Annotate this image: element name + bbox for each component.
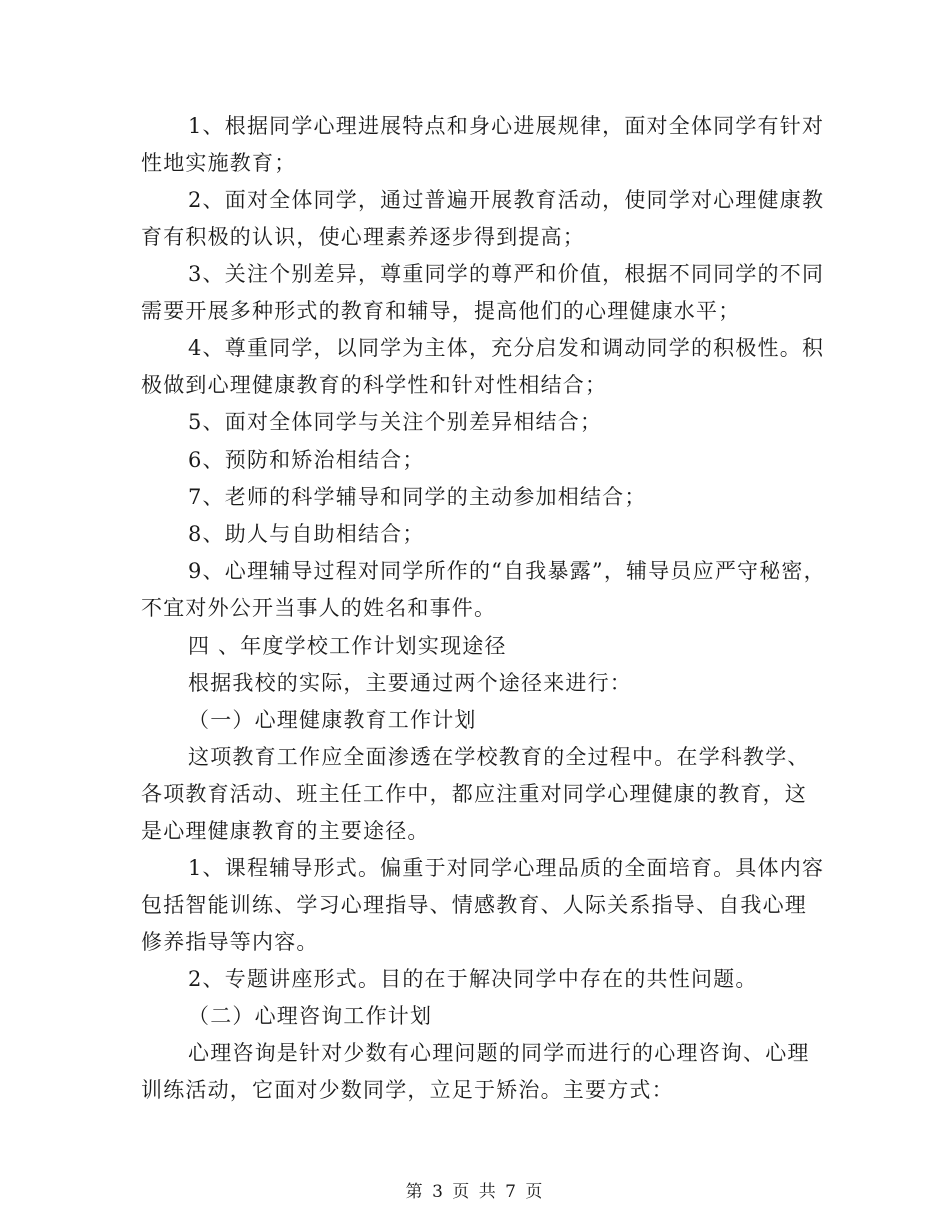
section-heading: 四 、年度学校工作计划实现途径: [188, 634, 507, 658]
paragraph-line: 心理咨询是针对少数有心理问题的同学而进行的心理咨询、心理: [188, 1041, 810, 1065]
paragraph-line: 育有积极的认识，使心理素养逐步得到提高；: [141, 225, 585, 249]
paragraph-line: 包括智能训练、学习心理指导、情感教育、人际关系指导、自我心理: [141, 893, 807, 917]
paragraph-line: 需要开展多种形式的教育和辅导，提高他们的心理健康水平；: [141, 299, 741, 323]
subsection-heading: （二）心理咨询工作计划: [188, 1004, 433, 1028]
paragraph-line: 6、预防和矫治相结合；: [188, 448, 425, 472]
paragraph-line: 各项教育活动、班主任工作中，都应注重对同学心理健康的教育，这: [141, 782, 807, 806]
paragraph-line: 是心理健康教育的主要途径。: [141, 819, 430, 843]
paragraph-line: 5、面对全体同学与关注个别差异相结合；: [188, 410, 603, 434]
paragraph-line: 8、助人与自助相结合；: [188, 522, 425, 546]
paragraph-line: 根据我校的实际，主要通过两个途径来进行：: [188, 671, 632, 695]
paragraph-line: 3、关注个别差异，尊重同学的尊严和价值，根据不同同学的不同: [188, 262, 825, 286]
subsection-heading: （一）心理健康教育工作计划: [188, 708, 477, 732]
paragraph-line: 9、心理辅导过程对同学所作的“自我暴露”，辅导员应严守秘密，: [188, 559, 826, 583]
paragraph-line: 1、课程辅导形式。偏重于对同学心理品质的全面培育。具体内容: [188, 856, 825, 880]
paragraph-line: 2、面对全体同学，通过普遍开展教育活动，使同学对心理健康教: [188, 188, 825, 212]
paragraph-line: 2、专题讲座形式。目的在于解决同学中存在的共性问题。: [188, 967, 758, 991]
paragraph-line: 性地实施教育；: [141, 151, 297, 175]
paragraph-line: 7、老师的科学辅导和同学的主动参加相结合；: [188, 485, 647, 509]
page-number-footer: 第 3 页 共 7 页: [405, 1182, 545, 1202]
paragraph-line: 极做到心理健康教育的科学性和针对性相结合；: [141, 373, 608, 397]
paragraph-line: 训练活动，它面对少数同学，立足于矫治。主要方式：: [141, 1078, 674, 1102]
paragraph-line: 4、尊重同学，以同学为主体，充分启发和调动同学的积极性。积: [188, 336, 825, 360]
paragraph-line: 1、根据同学心理进展特点和身心进展规律，面对全体同学有针对: [188, 114, 825, 138]
paragraph-line: 不宜对外公开当事人的姓名和事件。: [141, 596, 497, 620]
paragraph-line: 这项教育工作应全面渗透在学校教育的全过程中。在学科教学、: [188, 745, 810, 769]
paragraph-line: 修养指导等内容。: [141, 930, 319, 954]
